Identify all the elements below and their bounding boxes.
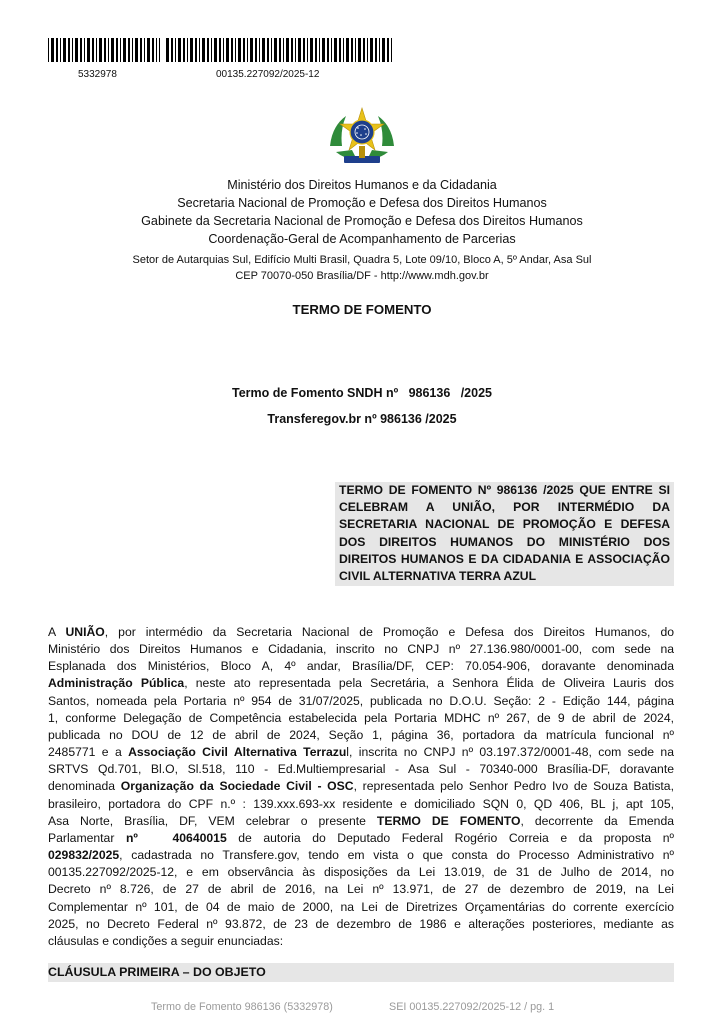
body-line: Administração Pública, neste ato representada pela Secretária, a Senhora Élida de Oliveira Lauris dos: [48, 676, 674, 691]
footer-document-ref: Termo de Fomento 986136 (5332978): [151, 1001, 333, 1013]
header-line-ministry: Ministério dos Direitos Humanos e da Cidadania: [227, 178, 497, 192]
body-line: Parlamentar nº 40640015 de autoria do Deputado Federal Rogério Correia e da proposta nº: [48, 830, 674, 845]
body-line: 2485771 e a Associação Civil Alternativa Terrazul, inscrita no CNPJ nº 03.197.372/0001-48, com sede na: [48, 745, 674, 760]
preamble-paragraph: [48, 624, 674, 950]
reference-sndh-text: Termo de Fomento SNDH nº 986136 /2025: [232, 386, 492, 400]
bold-association-name: Associação Civil Alternativa Terrazu: [128, 745, 347, 760]
body-line: 1, conforme Delegação de Competência estabelecida pela Portaria MDHC nº 267, de 9 de abril de 2024,: [48, 710, 674, 725]
bold-emenda-number: nº 40640015: [125, 830, 227, 845]
barcode-document-id-number: 5332978: [78, 69, 117, 80]
body-line: Ministério dos Direitos Humanos e Cidadania, inscrito no CNPJ nº 27.136.980/0001-00, com sede na: [48, 642, 674, 657]
clause-first-heading: CLÁUSULA PRIMEIRA – DO OBJETO: [48, 963, 674, 982]
body-line: Santos, nomeada pela Portaria nº 954 de 31/07/2025, publicada no D.O.U. Seção: 2 - Edição 144, página: [48, 693, 674, 708]
bold-proposta-number: 029832/2025: [48, 848, 120, 863]
institution-address: [0, 252, 724, 284]
barcode-document-id: [48, 38, 160, 62]
bold-administracao-publica: Administração Pública: [48, 676, 185, 691]
bold-uniao: UNIÃO: [65, 625, 105, 639]
header-line-coordination: Coordenação-Geral de Acompanhamento de Parcerias: [208, 232, 516, 246]
body-line: Complementar nº 101, de 04 de maio de 2000, na Lei de Diretrizes Orçamentárias do corrente exercício: [48, 899, 674, 914]
bold-osc: Organização da Sociedade Civil - OSC: [120, 779, 354, 794]
body-line: Asa Norte, Brasília, DF, VEM celebrar o presente TERMO DE FOMENTO, decorrente da Emenda: [48, 813, 674, 828]
body-line: brasileiro, portadora do CPF n.º : 139.xxx.693-xx residente e domiciliado SQN 0, QD 406, BL j, apt 105,: [48, 796, 674, 811]
reference-transferegov: Transferegov.br nº 986136 /2025: [267, 412, 457, 426]
body-line: 00135.227092/2025-12, e em observância às disposições da Lei 13.019, de 31 de Julho de 2014, no: [48, 865, 674, 880]
body-line: 029832/2025, cadastrada no Transfere.gov, tendo em vista o que consta do Processo Administrativo nº: [48, 848, 674, 863]
body-line: 2025, no Decreto Federal nº 93.872, de 23 de dezembro de 1986 e alterações posteriores, mediante as: [48, 916, 674, 931]
address-line-cep: CEP 70070-050 Brasília/DF - http://www.mdh.gov.br: [235, 270, 489, 282]
barcode-process-number-text: 00135.227092/2025-12: [216, 69, 320, 80]
body-line: Esplanada dos Ministérios, Bloco A, 4º andar, Brasília/DF, CEP: 70.054-906, doravante denominada: [48, 659, 674, 674]
body-line: A UNIÃO, por intermédio da Secretaria Nacional de Promoção e Defesa dos Direitos Humanos, do: [48, 625, 674, 639]
barcode-process-number: [166, 38, 392, 62]
body-line: SRTVS Qd.701, Bl.O, Sl.518, 110 - Ed.Multiempresarial - Asa Sul - 70340-000 Brasília-DF, doravante: [48, 762, 674, 777]
bold-termo-fomento: TERMO DE FOMENTO: [376, 813, 521, 828]
institution-header: [0, 176, 724, 248]
header-line-cabinet: Gabinete da Secretaria Nacional de Promoção e Defesa dos Direitos Humanos: [141, 214, 583, 228]
body-line: denominada Organização da Sociedade Civil - OSC, representada pelo Senhor Pedro Ivo de Souza Batista,: [48, 779, 674, 794]
header-line-secretariat: Secretaria Nacional de Promoção e Defesa dos Direitos Humanos: [177, 196, 547, 210]
brazil-coat-of-arms-icon: [326, 106, 398, 170]
body-line: publicada no DOU de 12 de abril de 2024, Seção 1, página 36, portadora da matrícula funcional nº: [48, 727, 674, 742]
body-line: cláusulas e condições a seguir enunciadas:: [48, 933, 284, 948]
body-line: Decreto nº 8.726, de 27 de abril de 2016, na Lei nº 13.971, de 27 de dezembro de 2019, na Lei: [48, 882, 674, 897]
ementa-summary-box: TERMO DE FOMENTO Nº 986136 /2025 QUE ENTRE SI CELEBRAM A UNIÃO, POR INTERMÉDIO DA SECRETARIA NACIONAL DE PROMOÇÃO E DEFESA DOS DIREITOS HUMANOS DO MINISTÉRIO DOS DIREITOS HUMANOS E DA CIDADANIA E ASSOCIAÇÃO CIVIL ALTERNATIVA TERRA AZUL: [335, 482, 674, 586]
address-line-street: Setor de Autarquias Sul, Edifício Multi Brasil, Quadra 5, Lote 09/10, Bloco A, 5º Andar, Asa Sul: [132, 254, 592, 266]
reference-sndh: [0, 386, 724, 400]
footer-process-page: SEI 00135.227092/2025-12 / pg. 1: [389, 1001, 555, 1013]
document-title: TERMO DE FOMENTO: [292, 302, 432, 317]
